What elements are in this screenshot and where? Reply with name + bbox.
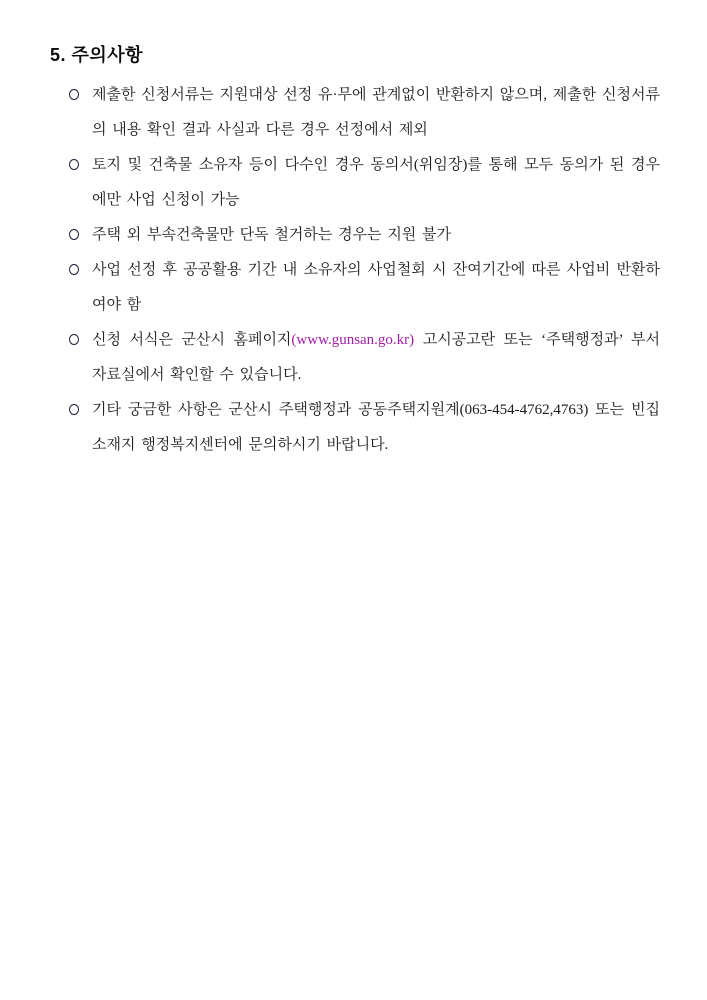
website-link[interactable]: (www.gunsan.go.kr) [291,332,415,348]
list-item-text: 사업 선정 후 공공활용 기간 내 소유자의 사업철회 시 잔여기간에 따른 사업비 반환하여야 함 [92,262,660,313]
section-heading: 5. 주의사항 [50,45,144,65]
list-item-text-segment: 고시공고란 또는 ‘주택행정과’ 부서 자료실에서 확인할 수 있습니다. [92,332,660,383]
list-item-text: 주택 외 부속건축물만 단독 철거하는 경우는 지원 불가 [92,227,452,243]
circle-bullet-icon [69,264,79,275]
list-item [68,78,660,148]
list-item-text [92,323,660,393]
circle-bullet-icon [69,334,79,345]
circle-bullet-icon [69,159,79,170]
circle-bullet-icon [69,404,79,415]
list-item-text: 제출한 신청서류는 지원대상 선정 유·무에 관계없이 반환하지 않으며, 제출한 신청서류의 내용 확인 결과 사실과 다른 경우 선정에서 제외 [92,87,660,138]
list-item [68,148,660,218]
circle-bullet-icon [69,229,79,240]
list-item [68,323,660,393]
circle-bullet-icon [69,89,79,100]
list-item [68,393,660,463]
list-item-text: 토지 및 건축물 소유자 등이 다수인 경우 동의서(위임장)를 통해 모두 동의가 된 경우에만 사업 신청이 가능 [92,157,660,208]
list-item [68,253,660,323]
list-item-text-segment: 신청 서식은 군산시 홈페이지 [92,332,292,348]
precautions-list [68,78,660,463]
list-item [68,218,660,253]
list-item-text: 기타 궁금한 사항은 군산시 주택행정과 공동주택지원계(063-454-4762,4763) 또는 빈집 소재지 행정복지센터에 문의하시기 바랍니다. [92,402,660,453]
